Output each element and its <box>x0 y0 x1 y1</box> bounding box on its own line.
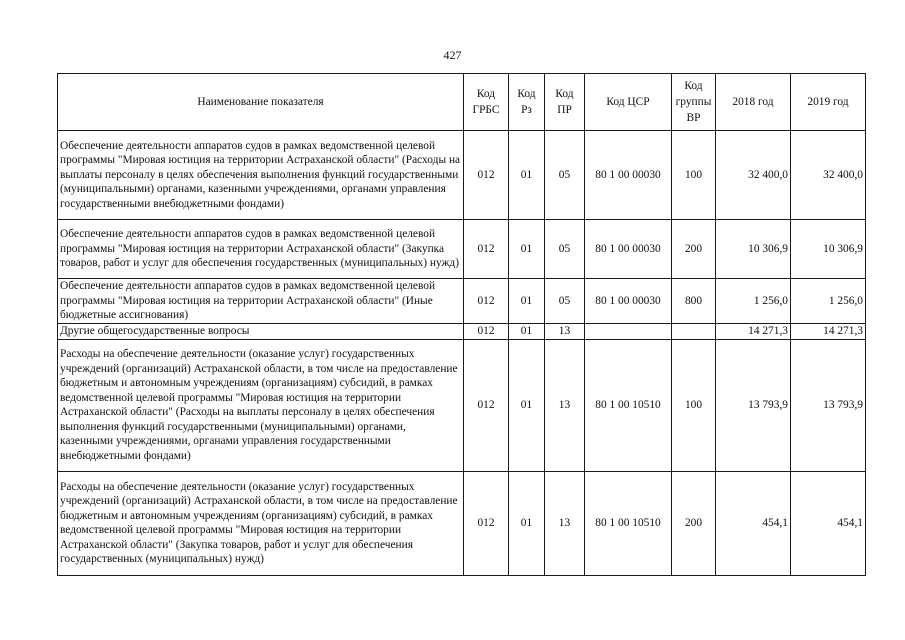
cell-grbs: 012 <box>464 323 509 339</box>
cell-csr: 80 1 00 10510 <box>585 339 672 471</box>
table-row <box>58 131 866 220</box>
cell-vr: 200 <box>672 220 716 279</box>
cell-vr: 100 <box>672 339 716 471</box>
cell-vr <box>672 323 716 339</box>
cell-2018: 32 400,0 <box>716 131 791 220</box>
cell-2019: 32 400,0 <box>791 131 866 220</box>
cell-pr: 05 <box>545 131 585 220</box>
cell-name: Обеспечение деятельности аппаратов судов в рамках ведомственной целевой программы "Мировая юстиция на территории Астраханской области" (Иные бюджетные ассигнования) <box>58 279 464 324</box>
cell-2018: 1 256,0 <box>716 279 791 324</box>
cell-grbs: 012 <box>464 471 509 575</box>
cell-rz: 01 <box>509 279 545 324</box>
cell-2018: 13 793,9 <box>716 339 791 471</box>
header-name: Наименование показателя <box>58 74 464 131</box>
table-row <box>58 279 866 324</box>
cell-csr: 80 1 00 00030 <box>585 131 672 220</box>
page-number: 427 <box>443 48 462 62</box>
header-grbs: Код ГРБС <box>464 74 509 131</box>
cell-pr: 13 <box>545 471 585 575</box>
cell-grbs: 012 <box>464 131 509 220</box>
header-vr: Код группы ВР <box>672 74 716 131</box>
header-2018: 2018 год <box>716 74 791 131</box>
cell-pr: 13 <box>545 323 585 339</box>
cell-pr: 05 <box>545 220 585 279</box>
cell-rz: 01 <box>509 339 545 471</box>
table-row <box>58 471 866 575</box>
cell-2019: 14 271,3 <box>791 323 866 339</box>
cell-2018: 454,1 <box>716 471 791 575</box>
table-row <box>58 220 866 279</box>
table-row <box>58 323 866 339</box>
cell-grbs: 012 <box>464 220 509 279</box>
cell-rz: 01 <box>509 323 545 339</box>
header-csr: Код ЦСР <box>585 74 672 131</box>
cell-csr: 80 1 00 00030 <box>585 220 672 279</box>
cell-vr: 800 <box>672 279 716 324</box>
cell-2018: 14 271,3 <box>716 323 791 339</box>
table-row <box>58 339 866 471</box>
cell-2019: 454,1 <box>791 471 866 575</box>
cell-name: Расходы на обеспечение деятельности (оказание услуг) государственных учреждений (организаций) Астраханской области, в том числе на предоставление бюджетным и автономным учреждениям (организациям) субсидий, в рамках ведомственной целевой программы "Мировая юстиция на территории Астраханской области" (Закупка товаров, работ и услуг для обеспечения государственных (муниципальных) нужд) <box>58 471 464 575</box>
cell-pr: 05 <box>545 279 585 324</box>
cell-vr: 200 <box>672 471 716 575</box>
header-row <box>58 74 866 131</box>
cell-name: Обеспечение деятельности аппаратов судов в рамках ведомственной целевой программы "Мировая юстиция на территории Астраханской области" (Закупка товаров, работ и услуг для обеспечения государственных (муниципальных) нужд) <box>58 220 464 279</box>
cell-rz: 01 <box>509 471 545 575</box>
cell-name: Другие общегосударственные вопросы <box>58 323 464 339</box>
cell-csr: 80 1 00 10510 <box>585 471 672 575</box>
cell-csr: 80 1 00 00030 <box>585 279 672 324</box>
cell-name: Обеспечение деятельности аппаратов судов в рамках ведомственной целевой программы "Мировая юстиция на территории Астраханской области" (Расходы на выплаты персоналу в целях обеспечения выполнения функций государственными (муниципальными) органами, казенными учреждениями, органами управления государственными внебюджетными фондами) <box>58 131 464 220</box>
cell-csr <box>585 323 672 339</box>
header-pr: Код ПР <box>545 74 585 131</box>
header-2019: 2019 год <box>791 74 866 131</box>
cell-grbs: 012 <box>464 339 509 471</box>
header-rz: Код Рз <box>509 74 545 131</box>
cell-2019: 10 306,9 <box>791 220 866 279</box>
cell-vr: 100 <box>672 131 716 220</box>
cell-2018: 10 306,9 <box>716 220 791 279</box>
cell-name: Расходы на обеспечение деятельности (оказание услуг) государственных учреждений (организаций) Астраханской области, в том числе на предоставление бюджетным и автономным учреждениям (организациям) субсидий, в рамках ведомственной целевой программы "Мировая юстиция на территории Астраханской области" (Расходы на выплаты персоналу в целях обеспечения выполнения функций государственными (муниципальными) органами, казенными учреждениями, органами управления государственными внебюджетными фондами) <box>58 339 464 471</box>
cell-rz: 01 <box>509 131 545 220</box>
cell-pr: 13 <box>545 339 585 471</box>
budget-table <box>57 73 866 576</box>
cell-grbs: 012 <box>464 279 509 324</box>
cell-rz: 01 <box>509 220 545 279</box>
cell-2019: 1 256,0 <box>791 279 866 324</box>
cell-2019: 13 793,9 <box>791 339 866 471</box>
